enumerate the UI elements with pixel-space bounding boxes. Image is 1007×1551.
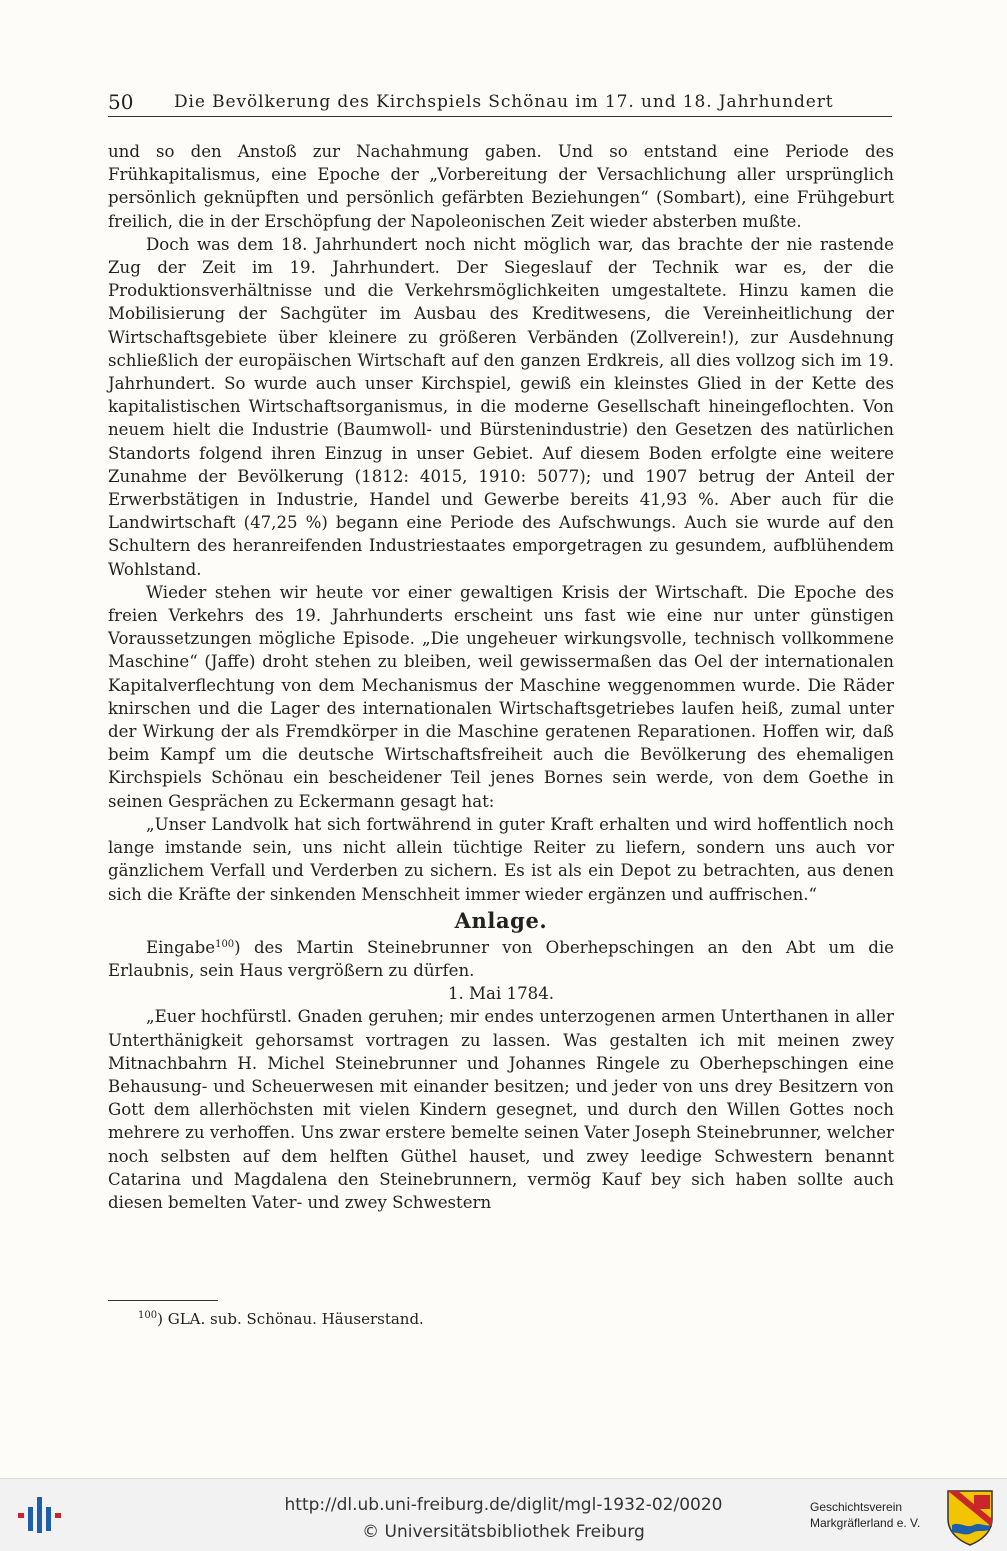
society-name-line1: Geschichtsverein xyxy=(810,1500,903,1514)
paragraph-2: Doch was dem 18. Jahrhundert noch nicht möglich war, das brachte der nie rastende Zug der Zeit im 19. Jahrhundert. Der Siegeslauf der Technik war es, der die Produktionsverhältnisse und die Verkehrsmöglichkeiten umgestaltete. Hinzu kamen die Mobilisierung der Sachgüter im Ausbau des Kreditwesens, die Vereinheitlichung der Wirtschaftsgebiete über kleinere zu größeren Verbänden (Zollverein!), zur Ausdehnung schließlich der europäischen Wirtschaft auf den ganzen Erdkreis, all dies vollzog sich im 19. Jahrhundert. So wurde auch unser Kirchspiel, gewiß ein kleinstes Glied in der Kette des kapitalistischen Wirtschaftsorganismus, in die moderne Gesellschaft hineingeflochten. Von neuem hielt die Industrie (Baumwoll- und Bürstenindustrie) den Gesetzen des natürlichen Standorts folgend ihren Einzug in unser Gebiet. Auf diesem Boden erfolgte eine weitere Zunahme der Bevölkerung (1812: 4015, 1910: 5077); und 1907 betrug der Anteil der Erwerbstätigen in Industrie, Handel und Gewerbe bereits 41,93 %. Aber auch für die Landwirtschaft (47,25 %) begann eine Periode des Aufschwungs. Auch sie wurde auf den Schultern des heranreifenden Industriestaates emporgetragen zu gesundem, aufblühendem Wohlstand. xyxy=(108,234,894,579)
footer-url-link[interactable]: http://dl.ub.uni-freiburg.de/diglit/mgl-1932-02/0020 xyxy=(284,1495,723,1515)
anlage-intro xyxy=(108,936,894,982)
anlage-intro-end: ) des Martin Steinebrunner von Oberhepschingen an den Abt um die Erlaubnis, sein Haus vergrößern zu dürfen. xyxy=(108,937,894,980)
running-title: Die Bevölkerung des Kirchspiels Schönau im 17. und 18. Jahrhundert xyxy=(174,92,834,112)
anlage-intro-start: Eingabe xyxy=(146,937,216,957)
society-name-line2: Markgräflerland e. V. xyxy=(810,1516,921,1530)
footnote-divider xyxy=(108,1300,218,1301)
footnote-text: ) GLA. sub. Schönau. Häuserstand. xyxy=(157,1310,424,1328)
viewer-footer xyxy=(0,1478,1007,1551)
footer-copyright: © Universitätsbibliothek Freiburg xyxy=(362,1522,645,1542)
footnote-number: 100 xyxy=(138,1310,158,1321)
footnote xyxy=(138,1310,424,1328)
footer-society[interactable] xyxy=(810,1499,940,1531)
goethe-quote: „Unser Landvolk hat sich fortwährend in guter Kraft erhalten und wird hoffentlich noch lange imstande sein, uns nicht allein tüchtige Reiter zu liefern, sondern uns auch vor gänzlichem Verfall und Verderben zu sichern. Es ist als ein Depot zu betrachten, aus denen sich die Kräfte der sinkenden Menschheit immer wieder ergänzen und auffrischen.“ xyxy=(108,814,894,904)
letter-date: 1. Mai 1784. xyxy=(447,984,555,1004)
coat-of-arms-icon[interactable] xyxy=(944,1487,996,1547)
paragraph-3: Wieder stehen wir heute vor einer gewaltigen Krisis der Wirtschaft. Die Epoche des freien Verkehrs des 19. Jahrhunderts erscheint uns fast wie eine nur unter günstigen Voraussetzungen mögliche Episode. „Die ungeheuer wirkungsvolle, technisch vollkommene Maschine“ (Jaffe) droht stehen zu bleiben, weil gewissermaßen das Oel der internationalen Kapitalverflechtung von dem Mechanismus der Maschine weggenommen wurde. Die Räder knirschen und die Lager des internationalen Wirtschaftsgetriebes laufen heiß, zumal unter der Wirkung der als Fremdkörper in die Maschine geratenen Reparationen. Hoffen wir, daß beim Kampf um die deutsche Wirtschaftsfreiheit auch die Bevölkerung des ehemaligen Kirchspiels Schönau ein bescheidener Teil jenes Bornes sein werde, von dem Goethe in seinen Gesprächen zu Eckermann gesagt hat: xyxy=(108,582,894,811)
letter-text: „Euer hochfürstl. Gnaden geruhen; mir endes unterzogenen armen Unterthanen in aller Unterthänigkeit gehorsamst vortragen zu lassen. Was gestalten ich mit meinen zwey Mitnachbahrn H. Michel Steinebrunner und Johannes Ringele zu Oberhepschingen eine Behausung- und Scheuerwesen mit einander besitzen; und jeder von uns drey Besitzern von Gott dem allerhöchsten mit vielen Kindern gesegnet, und durch den Willen Gottes noch mehrere zu verhoffen. Uns zwar erstere bemelte seinen Vater Joseph Steinebrunner, welcher noch selbsten auf dem helften Güthel hauset, und zwey leedige Schwestern benannt Catarina und Magdalena den Steinebrunnern, vermög Kauf bey sich haben sollte auch diesen bemelten Vater- und zwey Schwestern xyxy=(108,1007,894,1212)
paragraph-1: und so den Anstoß zur Nachahmung gaben. Und so entstand eine Periode des Frühkapitalismus, eine Epoche der „Vorbereitung der Versachlichung aller ursprünglich persönlich geknüpften und persönlich gefärbten Beziehungen“ (Sombart), eine Frühgeburt freilich, die in der Erschöpfung der Napoleonischen Zeit wieder absterben mußte. xyxy=(108,142,894,231)
footnote-reference[interactable]: 100 xyxy=(215,938,235,950)
anlage-title: Anlage. xyxy=(454,907,548,933)
page-header xyxy=(108,90,892,117)
page-number: 50 xyxy=(108,90,134,114)
body-text xyxy=(108,140,894,1214)
